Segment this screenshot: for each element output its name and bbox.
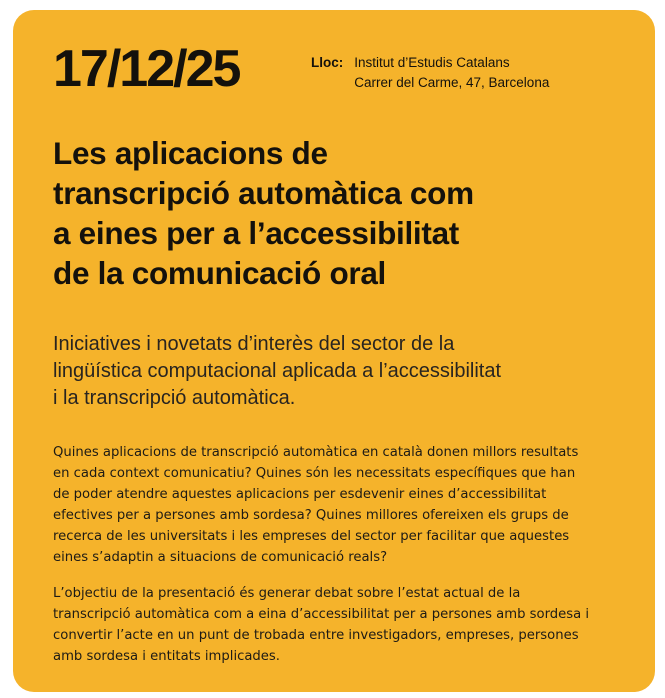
description-paragraph-1: Quines aplicacions de transcripció automàtica en català donen millors resultats en cada context comunicatiu? Quines són les necessitats específiques que han de poder atendre aquestes aplicacions per esdevenir eines d’accessibilitat efectives per a persones amb sordesa? Quines millores ofereixen els grups de recerca de les universitats i les empreses del sector per facilitar que aquestes eines s’adaptin a situacions de comunicació reals? bbox=[53, 444, 579, 565]
location-label: Lloc: bbox=[311, 55, 344, 70]
event-location bbox=[311, 53, 549, 92]
event-card bbox=[13, 10, 655, 692]
card-header bbox=[53, 42, 613, 97]
event-subtitle: Iniciatives i novetats d’interès del sector de la lingüística computacional aplicada a l’accessibilitat i la transcripció automàtica. bbox=[53, 332, 502, 409]
description-paragraph-2: L’objectiu de la presentació és generar debat sobre l’estat actual de la transcripció automàtica com a eina d’accessibilitat per a persones amb sordesa i convertir l’acte en un punt de trobada entre investigadors, empreses, persones amb sordesa i entitats implicades. bbox=[53, 585, 590, 664]
event-title: Les aplicacions de transcripció automàtica com a eines per a l’accessibilitat de la comunicació oral bbox=[53, 134, 474, 291]
location-address: Institut d’Estudis Catalans Carrer del Carme, 47, Barcelona bbox=[354, 55, 550, 90]
event-date: 17/12/25 bbox=[53, 40, 240, 98]
